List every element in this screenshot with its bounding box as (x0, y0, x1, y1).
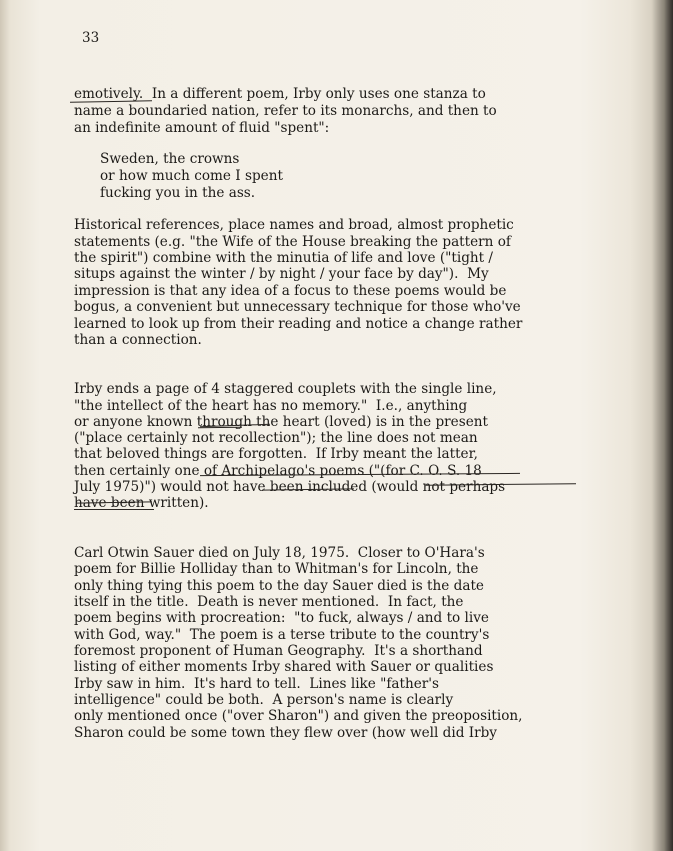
text-line: listing of either moments Irby shared with Sauer or qualities (74, 659, 494, 675)
page-gutter-shadow (651, 0, 673, 851)
text-line: itself in the title. Death is never mentioned. In fact, the (74, 594, 464, 610)
quote-line: fucking you in the ass. (100, 185, 256, 201)
text-line: statements (e.g. "the Wife of the House breaking the pattern of (74, 234, 511, 250)
text-line: bogus, a convenient but unnecessary technique for those who've (74, 299, 521, 315)
text-line: learned to look up from their reading and notice a change rather (74, 316, 523, 332)
text-line: the spirit") combine with the minutia of life and love ("tight / (74, 250, 494, 266)
text-line: situps against the winter / by night / your face by day"). My (74, 266, 489, 282)
text-line: Sharon could be some town they flew over (how well did Irby (74, 725, 497, 741)
text-line: poem for Billie Holliday than to Whitman's for Lincoln, the (74, 561, 479, 577)
text-line: Historical references, place names and broad, almost prophetic (74, 217, 514, 233)
text-line: only mentioned once ("over Sharon") and given the preoposition, (74, 708, 523, 724)
handwritten-underline (74, 509, 154, 510)
text-line: or anyone known through the heart (loved) is in the present (74, 414, 488, 430)
text-line: with God, way." The poem is a terse tribute to the country's (74, 627, 490, 643)
text-line: an indefinite amount of fluid "spent": (74, 120, 330, 136)
text-line: "the intellect of the heart has no memory." I.e., anything (74, 398, 468, 414)
text-line: emotively. In a different poem, Irby only uses one stanza to (74, 86, 486, 102)
text-line: Irby ends a page of 4 staggered couplets with the single line, (74, 381, 497, 397)
quote-line: Sweden, the crowns (100, 151, 240, 167)
text-line: than a connection. (74, 332, 202, 348)
text-line: Irby saw in him. It's hard to tell. Lines like "father's (74, 676, 440, 692)
text-line: then certainly one of Archipelago's poems ("(for C. O. S. 18 (74, 463, 482, 479)
page-number: 33 (82, 30, 100, 46)
text-line: name a boundaried nation, refer to its monarchs, and then to (74, 103, 497, 119)
text-line: impression is that any idea of a focus to these poems would be (74, 283, 507, 299)
text-line: foremost proponent of Human Geography. It's a shorthand (74, 643, 483, 659)
text-line: July 1975)") would not have been included (would not perhaps (74, 479, 506, 495)
text-line: that beloved things are forgotten. If Irby meant the latter, (74, 446, 478, 462)
quote-line: or how much come I spent (100, 168, 283, 184)
text-line: ("place certainly not recollection"); the line does not mean (74, 430, 478, 446)
text-line: have been written). (74, 495, 209, 511)
text-line: only thing tying this poem to the day Sauer died is the date (74, 578, 484, 594)
text-line: poem begins with procreation: "to fuck, always / and to live (74, 610, 489, 626)
text-line: intelligence" could be both. A person's name is clearly (74, 692, 454, 708)
text-line: Carl Otwin Sauer died on July 18, 1975. Closer to O'Hara's (74, 545, 485, 561)
